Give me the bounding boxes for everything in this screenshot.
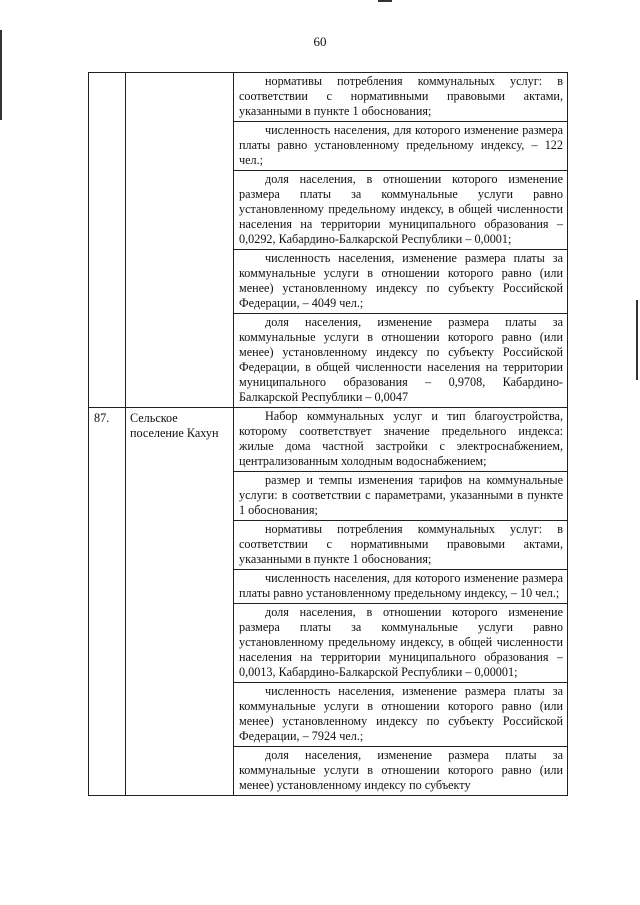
- paragraph: численность населения, изменение размера платы за коммунальные услуги в отношении которого равно (или менее) установленному индексу по субъекту Российской Федерации, – 4049 чел.;: [234, 250, 567, 314]
- settlement-name: [126, 73, 234, 408]
- page-number: 60: [313, 34, 327, 49]
- indicators-table: [88, 72, 568, 796]
- paragraph: нормативы потребления коммунальных услуг: в соответствии с нормативными правовыми актами, указанными в пункте 1 обоснования;: [234, 73, 567, 122]
- paragraph: доля населения, в отношении которого изменение размера платы за коммунальные услуги равно установленному предельному индексу, в общей численности населения на территории муниципального образования – 0,0013, Кабардино-Балкарской Республики – 0,00001;: [234, 604, 567, 683]
- paragraph: доля населения, изменение размера платы за коммунальные услуги в отношении которого равно (или менее) установленному индексу по субъекту: [239, 748, 563, 792]
- paragraph: доля населения, изменение размера платы за коммунальные услуги в отношении которого равно (или менее) установленному индексу по субъекту Российской Федерации, в общей численности населения на территории муниципального образования – 0,9708, Кабардино-Балкарской Республики – 0,0047: [239, 315, 563, 404]
- paragraph: нормативы потребления коммунальных услуг: в соответствии с нормативными правовыми актами, указанными в пункте 1 обоснования;: [234, 521, 567, 570]
- row-number: 87.: [89, 408, 126, 796]
- paragraph: размер и темпы изменения тарифов на коммунальные услуги: в соответствии с параметрами, указанными в пункте 1 обоснования;: [234, 472, 567, 521]
- settlement-name: Сельское поселение Кахун: [126, 408, 234, 796]
- scan-artifact-right: [636, 300, 638, 380]
- paragraph: численность населения, для которого изменение размера платы равно установленному предельному индексу, – 10 чел.;: [234, 570, 567, 604]
- row-number: [89, 73, 126, 408]
- paragraph: численность населения, для которого изменение размера платы равно установленному предельному индексу, – 122 чел.;: [234, 122, 567, 171]
- scan-artifact-top: [378, 0, 392, 2]
- table-row: [89, 408, 568, 796]
- table-row: [89, 73, 568, 408]
- paragraph: численность населения, изменение размера платы за коммунальные услуги в отношении которого равно (или менее) установленному индексу по субъекту Российской Федерации, – 7924 чел.;: [234, 683, 567, 747]
- paragraph: Набор коммунальных услуг и тип благоустройства, которому соответствует значение предельного индекса: жилые дома частной застройки с электроснабжением, централизованным холодным водоснабжением;: [234, 408, 567, 472]
- paragraph: доля населения, в отношении которого изменение размера платы за коммунальные услуги равно установленному предельному индексу, в общей численности населения на территории муниципального образования – 0,0292, Кабардино-Балкарской Республики – 0,0001;: [234, 171, 567, 250]
- description-cell: [234, 408, 568, 796]
- description-cell: [234, 73, 568, 408]
